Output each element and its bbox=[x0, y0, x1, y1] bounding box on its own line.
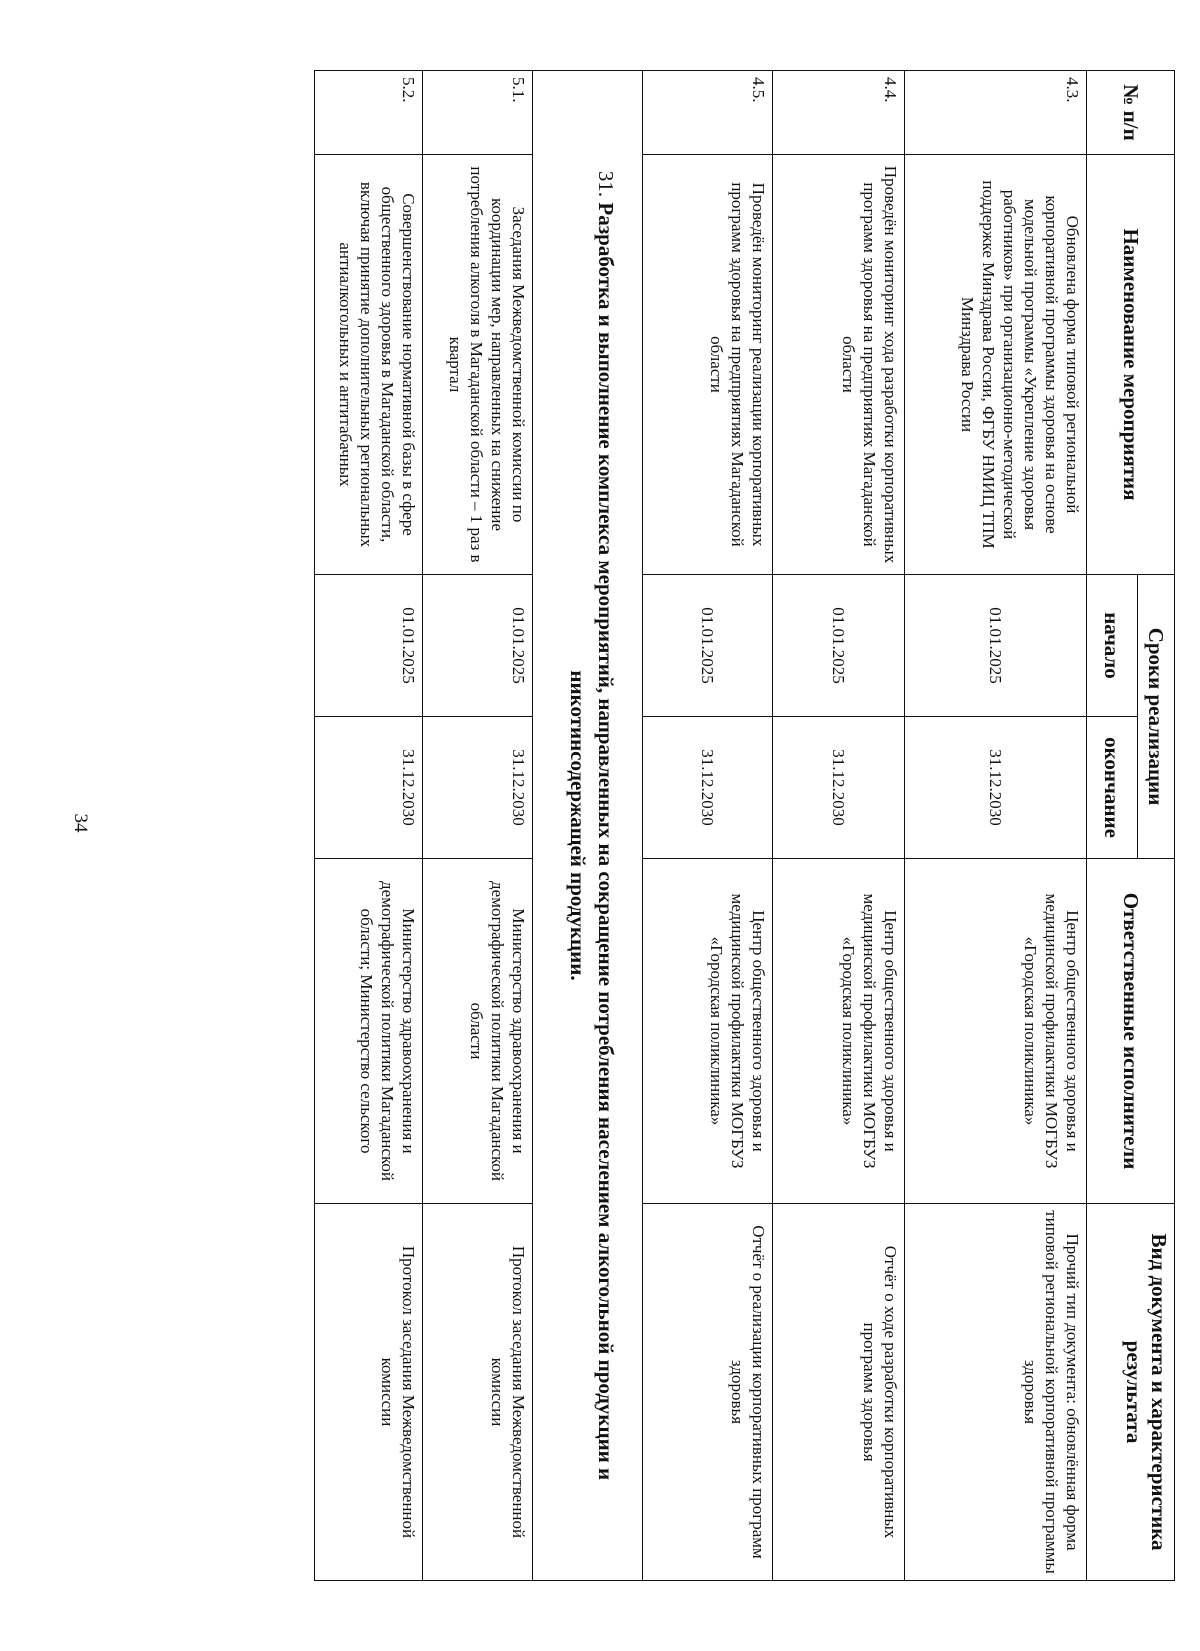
section-heading bbox=[533, 71, 643, 1581]
row-exec: Министерство здравоохранения и демографической политики Магаданской области; Министерство сельского bbox=[315, 859, 423, 1204]
col-end-header: окончание bbox=[1087, 717, 1138, 859]
row-result: Протокол заседания Межведомственной комиссии bbox=[315, 1204, 423, 1581]
col-num-header: № п/п bbox=[1087, 71, 1175, 155]
row-number: 4.5. bbox=[643, 71, 773, 155]
row-number: 5.2. bbox=[315, 71, 423, 155]
row-name: Совершенствование нормативной базы в сфере общественного здоровья в Магаданской области, включая принятие дополнительных региональных антиалкогольных и антитабачных bbox=[315, 155, 423, 575]
row-end: 31.12.2030 bbox=[773, 717, 905, 859]
row-name: Обновлена форма типовой региональной корпоративной программы здоровья на основе модельной программы «Укрепление здоровья работников» при организационно-методической поддержке Минздрава России, ФГБУ НМИЦ ТПМ Минздрава России bbox=[905, 155, 1087, 575]
col-dates-header: Сроки реализации bbox=[1138, 575, 1175, 859]
col-result-header: Вид документа и характеристика результата bbox=[1087, 1204, 1175, 1581]
table-row bbox=[773, 71, 905, 1581]
row-number: 4.3. bbox=[905, 71, 1087, 155]
col-name-header: Наименование мероприятия bbox=[1087, 155, 1175, 575]
rotated-table-container bbox=[170, 70, 1175, 1580]
row-result: Протокол заседания Межведомственной комиссии bbox=[423, 1204, 533, 1581]
row-name: Заседания Межведомственной комиссии по координации мер, направленных на снижение потребления алкоголя в Магаданской области – 1 раз в квартал bbox=[423, 155, 533, 575]
row-start: 01.01.2025 bbox=[905, 575, 1087, 717]
row-exec: Центр общественного здоровья и медицинской профилактики МОГБУЗ «Городская поликлиника» bbox=[643, 859, 773, 1204]
row-name: Проведён мониторинг реализации корпоративных программ здоровья на предприятиях Магаданской области bbox=[643, 155, 773, 575]
row-exec: Центр общественного здоровья и медицинской профилактики МОГБУЗ «Городская поликлиника» bbox=[905, 859, 1087, 1204]
row-start: 01.01.2025 bbox=[423, 575, 533, 717]
col-start-header: начало bbox=[1087, 575, 1138, 717]
row-number: 5.1. bbox=[423, 71, 533, 155]
row-start: 01.01.2025 bbox=[643, 575, 773, 717]
row-exec: Министерство здравоохранения и демографической политики Магаданской области bbox=[423, 859, 533, 1204]
row-start: 01.01.2025 bbox=[773, 575, 905, 717]
table-row bbox=[423, 71, 533, 1581]
row-result: Отчёт о ходе разработки корпоративных программ здоровья bbox=[773, 1204, 905, 1581]
row-name: Проведён мониторинг хода разработки корпоративных программ здоровья на предприятиях Магаданской области bbox=[773, 155, 905, 575]
page-number: 34 bbox=[70, 813, 91, 833]
row-end: 31.12.2030 bbox=[905, 717, 1087, 859]
section-number: 31. bbox=[594, 170, 618, 198]
col-exec-header: Ответственные исполнители bbox=[1087, 859, 1175, 1204]
table-row bbox=[905, 71, 1087, 1581]
table-row bbox=[315, 71, 423, 1581]
section-title: Разработка и выполнение комплекса мероприятий, направленных на сокращение потребления населением алкогольной продукции и никотинсодержащей продукции. bbox=[566, 202, 618, 1481]
header-row bbox=[1138, 71, 1175, 1581]
row-exec: Центр общественного здоровья и медицинской профилактики МОГБУЗ «Городская поликлиника» bbox=[773, 859, 905, 1204]
row-result: Прочий тип документа: обновлённая форма типовой региональной корпоративной программы здоровья bbox=[905, 1204, 1087, 1581]
measures-table bbox=[314, 70, 1175, 1581]
row-end: 31.12.2030 bbox=[315, 717, 423, 859]
row-start: 01.01.2025 bbox=[315, 575, 423, 717]
row-end: 31.12.2030 bbox=[423, 717, 533, 859]
section-row bbox=[533, 71, 643, 1581]
row-end: 31.12.2030 bbox=[643, 717, 773, 859]
table-row bbox=[643, 71, 773, 1581]
row-result: Отчёт о реализации корпоративных программ здоровья bbox=[643, 1204, 773, 1581]
row-number: 4.4. bbox=[773, 71, 905, 155]
